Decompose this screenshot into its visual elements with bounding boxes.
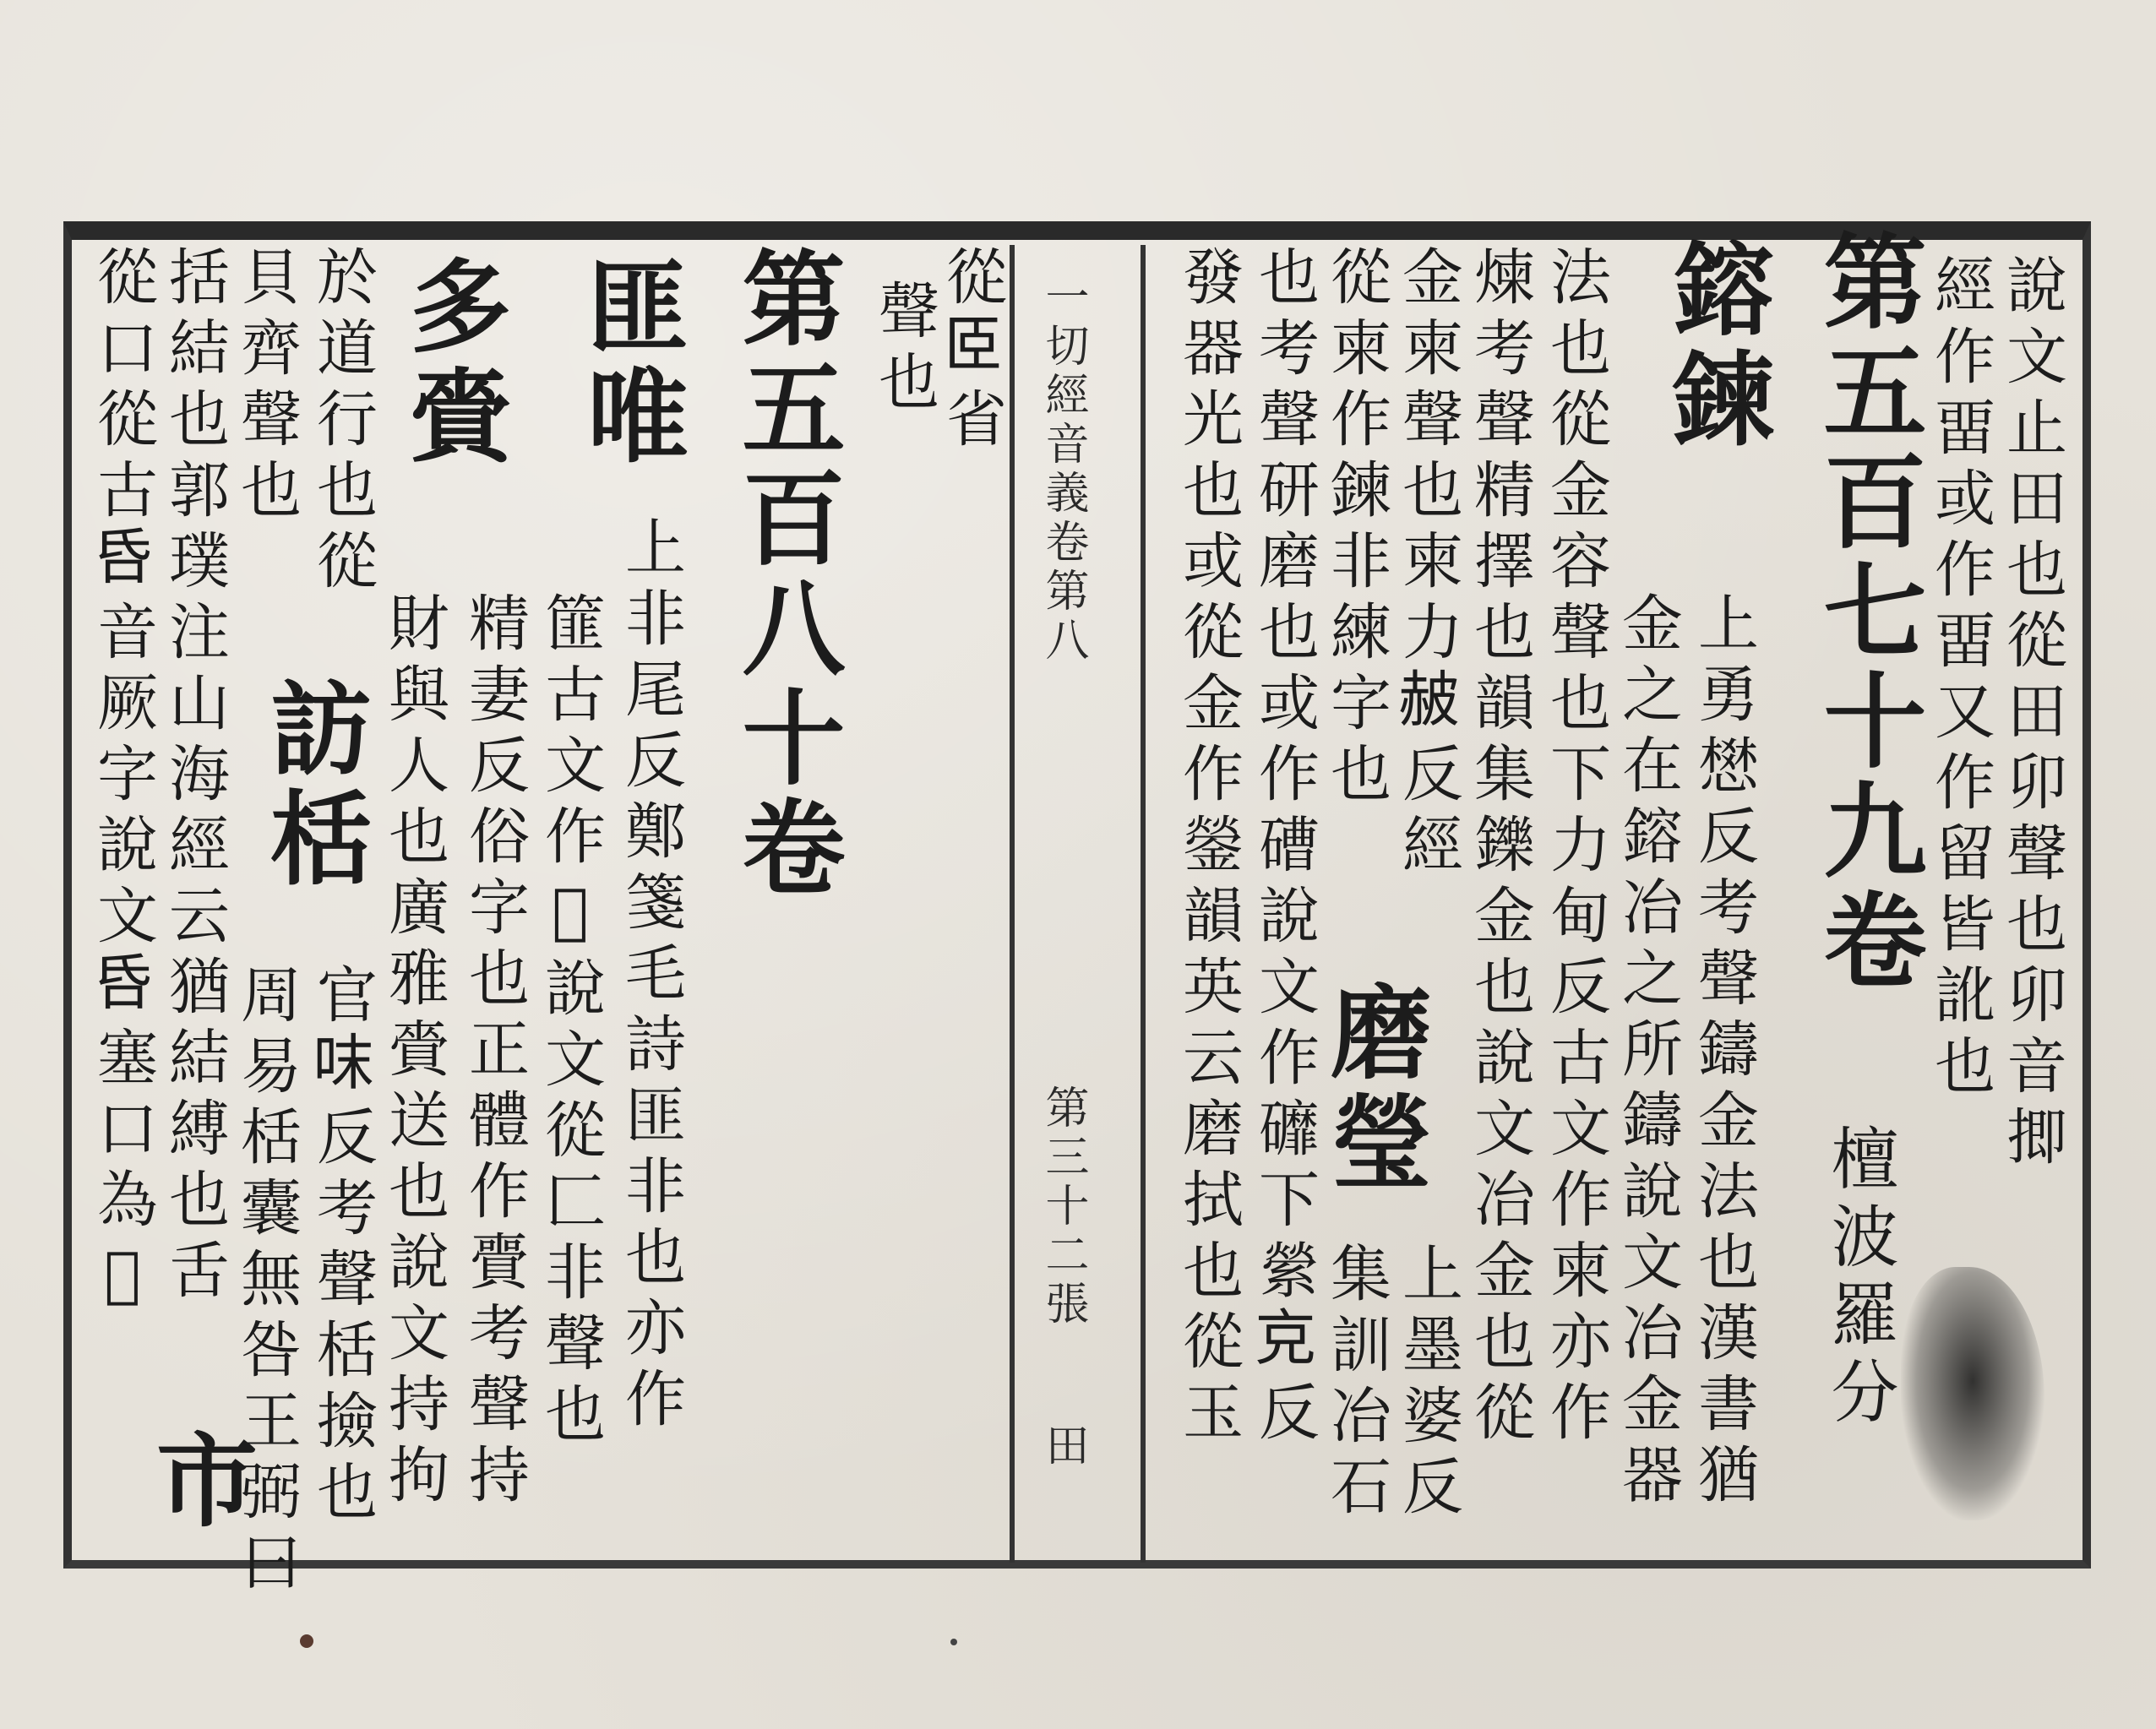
fold-rule-right — [1141, 245, 1146, 1563]
left-entry4-head: 市 — [139, 1427, 259, 1537]
left-col-9b: 周易栝囊無咎王弼曰 — [231, 963, 302, 1601]
stain-dot-small — [950, 1639, 957, 1645]
left-col-8: 於道行也從 — [307, 245, 378, 600]
right-col-8b: 上墨婆反 — [1392, 1242, 1463, 1525]
left-entry3-head: 訪栝 — [253, 676, 373, 895]
center-fold — [1014, 240, 1115, 1558]
left-col-6: 精妻反俗字也正體作賷考聲持 — [459, 591, 530, 1514]
right-col-4: 上勇𢡟反考聲鑄金法也漢書猶 — [1688, 591, 1759, 1514]
right-entry1-head: 鎔鍊 — [1656, 237, 1775, 456]
right-col-11: 發器光也或從金作鎣韻英云磨拭也從玉 — [1173, 245, 1244, 1451]
left-col-1: 從𦣞省 — [936, 245, 1007, 458]
left-col-7: 財與人也廣雅賫送也說文持拘 — [378, 591, 449, 1514]
left-col-5: 篚古文作𦋹說文從匚非聲也 — [535, 591, 606, 1453]
right-col-7: 煉考聲精擇也韻集鑠金也說文冶金也從 — [1464, 245, 1535, 1451]
right-col-6: 法也從金容聲也下力甸反古文作柬亦作 — [1540, 245, 1611, 1451]
left-col-4: 上非尾反鄭箋毛詩匪非也亦作 — [615, 515, 686, 1438]
right-heading: 第五百七十九卷 — [1806, 228, 1928, 997]
right-entry2-head: 磨瑩 — [1314, 980, 1433, 1199]
right-col-5: 金之在鎔冶之所鑄說文冶金器 — [1612, 591, 1683, 1514]
left-col-11: 從口從古𠯑音厥字說文𠯑塞口為𢪛 — [87, 245, 158, 1319]
right-col-9: 從柬作鍊非練字也 — [1320, 245, 1391, 813]
right-col-2: 經作畱或作畱又作留皆訛也 — [1925, 253, 1995, 1105]
left-entry2-head: 多賫 — [393, 253, 512, 473]
left-entry1-head: 匪唯 — [570, 253, 689, 473]
stain-dot — [300, 1634, 313, 1648]
right-col-1: 說文止田也從田卯聲也卯音揤 — [1996, 253, 2067, 1176]
right-heading-suffix: 檀波羅分 — [1820, 1123, 1898, 1434]
page-number: 第三十二張 — [1037, 1085, 1088, 1329]
right-col-9b: 集訓冶石 — [1320, 1242, 1391, 1525]
left-col-9: 貝齊聲也 — [231, 245, 302, 529]
left-col-8b: 官𠰌反考聲栝撿也 — [307, 963, 378, 1531]
right-col-8: 金柬聲也柬力𧹞反經 — [1392, 245, 1463, 884]
left-col-10: 括結也郭璞注山海經云猶結縛也舌 — [159, 245, 230, 1309]
fold-marker: 田 — [1037, 1422, 1088, 1471]
left-col-2: 聲也 — [868, 279, 939, 421]
right-col-10: 也考聲研磨也或作𥕢說文作䃺下縈𠑽反 — [1249, 245, 1320, 1451]
volume-title: 一切經音義卷第八 — [1037, 274, 1088, 666]
left-heading: 第五百八十卷 — [725, 245, 847, 904]
